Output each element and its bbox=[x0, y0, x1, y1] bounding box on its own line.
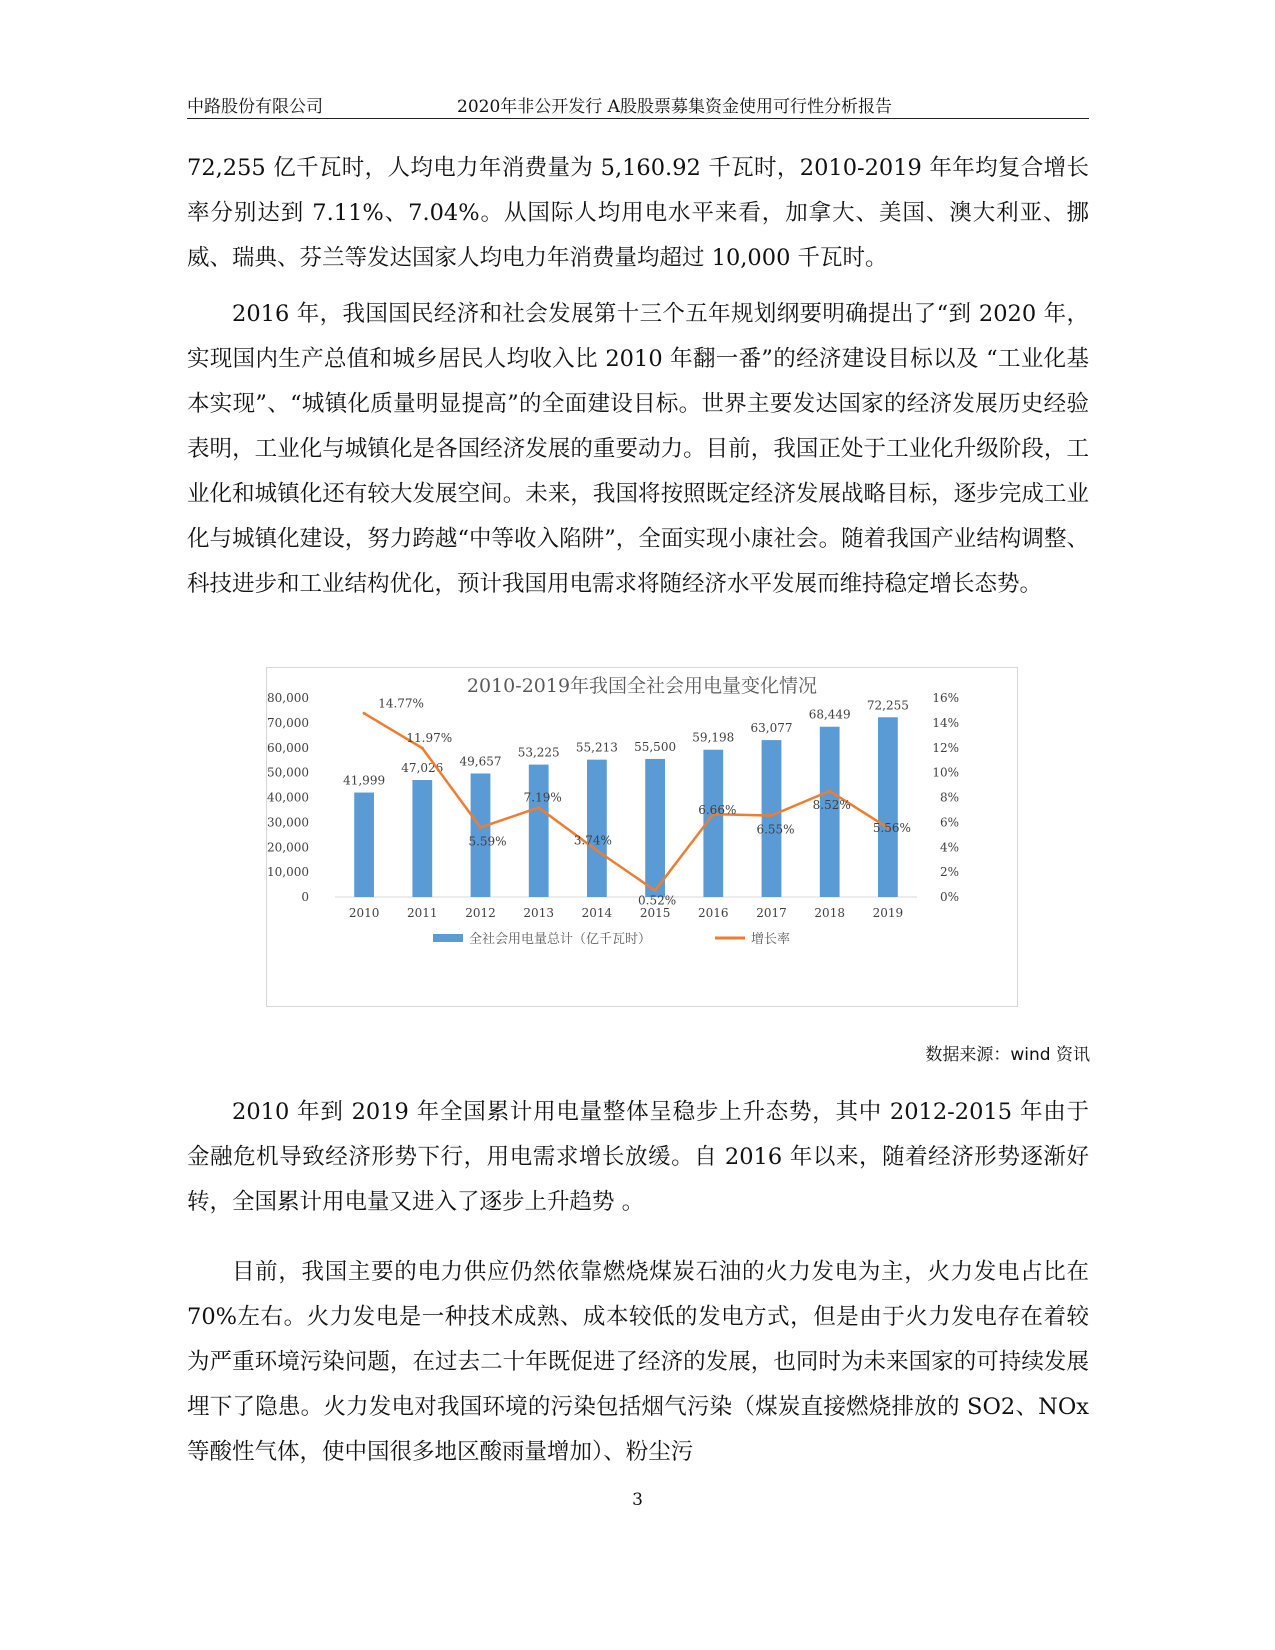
growth-label: 6.55% bbox=[756, 822, 795, 837]
bar-2011 bbox=[412, 780, 432, 897]
source-note: 数据来源：wind 资讯 bbox=[925, 1045, 1090, 1065]
right-axis-tick: 0% bbox=[939, 890, 959, 904]
right-axis-tick: 6% bbox=[939, 815, 959, 830]
bar-label: 53,225 bbox=[517, 745, 560, 760]
growth-label: 5.59% bbox=[468, 834, 507, 849]
x-tick-label: 2015 bbox=[639, 906, 671, 920]
growth-label: 14.77% bbox=[378, 696, 424, 711]
header-report-title: 2020年非公开发行 A股股票募集资金使用可行性分析报告 bbox=[457, 97, 892, 117]
growth-point-2015 bbox=[654, 889, 657, 892]
page-number: 3 bbox=[632, 1490, 643, 1510]
right-axis-tick: 2% bbox=[939, 865, 959, 880]
growth-label: 11.97% bbox=[406, 731, 453, 746]
left-axis-tick: 30,000 bbox=[267, 815, 309, 830]
left-axis-tick: 10,000 bbox=[267, 865, 309, 880]
growth-point-2012 bbox=[479, 826, 482, 829]
x-tick-label: 2017 bbox=[756, 906, 787, 920]
right-axis-tick: 8% bbox=[939, 790, 959, 805]
paragraph-thermal-power: 目前，我国主要的电力供应仍然依靠燃烧煤炭石油的火力发电为主，火力发电占比在 70%左右。火力发电是一种技术成熟、成本较低的发电方式，但是由于火力发电存在着较为严重环境污染问题，在过去二十年既促进了经济的发展，也同时为未来国家的可持续发展埋下了隐患。火力发电对我国环境的污染包括烟气污染（煤炭直接燃烧排放的 SO2、NOx 等酸性气体，使中国很多地区酸雨量增加）、粉尘污 bbox=[187, 1259, 1089, 1465]
growth-point-2010 bbox=[363, 712, 366, 715]
bar-label: 41,999 bbox=[343, 773, 386, 788]
left-axis-tick: 40,000 bbox=[267, 790, 309, 805]
x-tick-label: 2012 bbox=[465, 906, 496, 920]
left-axis-tick: 60,000 bbox=[267, 740, 309, 755]
bar-label: 47,026 bbox=[401, 761, 444, 776]
bar-2015 bbox=[645, 759, 665, 897]
growth-label: 5.56% bbox=[872, 820, 911, 835]
x-tick-label: 2010 bbox=[348, 906, 380, 920]
electricity-chart bbox=[267, 668, 1017, 1006]
header-company: 中路股份有限公司 bbox=[187, 97, 323, 117]
bar-label: 63,077 bbox=[750, 721, 793, 736]
growth-label: 0.52% bbox=[638, 893, 677, 908]
legend-bar-swatch bbox=[433, 934, 463, 942]
left-axis-tick: 0 bbox=[301, 890, 309, 904]
growth-label: 8.52% bbox=[812, 798, 851, 813]
right-axis-tick: 10% bbox=[932, 765, 959, 780]
x-tick-label: 2016 bbox=[698, 906, 729, 920]
bar-label: 55,500 bbox=[634, 739, 677, 754]
chart-panel bbox=[266, 667, 1018, 1007]
left-axis-tick: 80,000 bbox=[267, 691, 309, 705]
chart-title: 2010-2019年我国全社会用电量变化情况 bbox=[466, 675, 818, 697]
paragraph-five-year-plan: 2016 年，我国国民经济和社会发展第十三个五年规划纲要明确提出了“到 2020 年，实现国内生产总值和城乡居民人均收入比 2010 年翻一番”的经济建设目标以及 “工业化基本实现”、“城镇化质量明显提高”的全面建设目标。世界主要发达国家的经济发展历史经验表明，工业化与城镇化是各国经济发展的重要动力。目前，我国正处于工业化升级阶段，工业化和城镇化还有较大发展空间。未来，我国将按照既定经济发展战略目标，逐步完成工业化与城镇化建设，努力跨越“中等收入陷阱”，全面实现小康社会。随着我国产业结构调整、科技进步和工业结构优化，预计我国用电需求将随经济水平发展而维持稳定增长态势。 bbox=[187, 301, 1089, 597]
bar-2013 bbox=[529, 765, 549, 897]
growth-point-2014 bbox=[595, 849, 598, 852]
x-tick-label: 2011 bbox=[407, 906, 438, 920]
bar-label: 55,213 bbox=[575, 740, 618, 755]
right-axis-tick: 4% bbox=[939, 840, 959, 855]
bar-2017 bbox=[762, 740, 782, 897]
page-header bbox=[187, 92, 1089, 119]
right-axis-tick: 12% bbox=[932, 740, 959, 755]
bar-label: 49,657 bbox=[459, 754, 502, 769]
growth-point-2013 bbox=[537, 806, 540, 809]
x-tick-label: 2019 bbox=[872, 906, 904, 920]
left-axis-tick: 50,000 bbox=[267, 765, 309, 780]
x-tick-label: 2014 bbox=[581, 906, 613, 920]
legend-bar-label: 全社会用电量总计（亿千瓦时） bbox=[469, 932, 652, 947]
paragraph-consumption: 72,255 亿千瓦时，人均电力年消费量为 5,160.92 千瓦时，2010-2019 年年均复合增长率分别达到 7.11%、7.04%。从国际人均用电水平来看，加拿大、美国、澳大利亚、挪威、瑞典、芬兰等发达国家人均电力年消费量均超过 10,000 千瓦时。 bbox=[187, 155, 1089, 271]
growth-point-2017 bbox=[770, 814, 773, 817]
growth-label: 6.66% bbox=[698, 803, 737, 818]
left-axis-tick: 70,000 bbox=[267, 715, 309, 730]
growth-point-2018 bbox=[828, 790, 831, 793]
growth-point-2011 bbox=[421, 747, 424, 750]
right-axis-tick: 14% bbox=[932, 715, 959, 730]
growth-label: 3.74% bbox=[573, 833, 612, 848]
bar-2010 bbox=[354, 793, 374, 897]
growth-label: 7.19% bbox=[523, 790, 562, 805]
x-tick-label: 2013 bbox=[523, 906, 554, 920]
legend-line-label: 增长率 bbox=[751, 932, 791, 947]
paragraph-trend: 2010 年到 2019 年全国累计用电量整体呈稳步上升态势，其中 2012-2015 年由于金融危机导致经济形势下行，用电需求增长放缓。自 2016 年以来，随着经济形势逐渐好转，全国累计用电量又进入了逐步上升趋势 。 bbox=[187, 1099, 1089, 1215]
bar-2019 bbox=[878, 717, 898, 897]
bar-label: 59,198 bbox=[692, 730, 735, 745]
x-tick-label: 2018 bbox=[814, 906, 845, 920]
right-axis-tick: 16% bbox=[932, 691, 959, 705]
bar-2014 bbox=[587, 760, 607, 897]
left-axis-tick: 20,000 bbox=[267, 840, 309, 855]
bar-label: 72,255 bbox=[866, 698, 909, 713]
bar-label: 68,449 bbox=[808, 707, 851, 722]
